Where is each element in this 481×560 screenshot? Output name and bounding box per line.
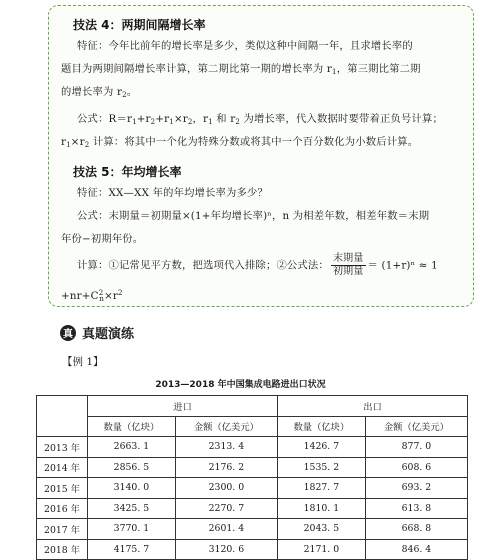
value-cell: 2043. 5	[277, 519, 365, 540]
method4-feature-line1: 特征：今年比前年的增长率是多少，类似这种中间隔一年，且求增长率的	[77, 40, 413, 52]
value-cell: 668. 8	[365, 519, 467, 540]
method4-title: 技法 4：两期间隔增长率	[73, 18, 206, 32]
value-cell: 1426. 7	[277, 437, 365, 458]
value-cell: 2176. 2	[175, 457, 277, 478]
year-cell: 2016 年	[37, 498, 88, 519]
header-export-qty: 数量（亿块）	[277, 416, 365, 437]
year-cell: 2018 年	[37, 539, 88, 560]
table-row	[37, 498, 468, 519]
method4-formula: 公式：$R=r_1+r_2+r_1\times r_2$，$r_1$ 和 $r_2$ 为增长率，代入数据时要带着正负号计算；	[77, 113, 443, 126]
table-row	[37, 539, 468, 560]
value-cell: 3770. 1	[88, 519, 176, 540]
value-cell: 1535. 2	[277, 457, 365, 478]
method4-feature-line2: 题目为两期间隔增长率计算，第二期比第一期的增长率为 $r_1$，第三期比第二期	[61, 63, 421, 76]
method5-calc: 计算：①记常见平方数，把选项代入排除；②公式法： $\frac{\text{末期量}}{\text{初期量}}$ ＝ (1+r)ⁿ ≈ 1	[77, 253, 438, 277]
value-cell: 846. 4	[365, 539, 467, 560]
header-import-amount: 金额（亿美元）	[175, 416, 277, 437]
method5-calc-line2: $+nr+C^2_n\times r^2$	[61, 289, 123, 303]
value-cell: 2856. 5	[88, 457, 176, 478]
table-sub-header-row	[37, 416, 468, 437]
section-title: 真题演练	[82, 327, 135, 342]
value-cell: 613. 8	[365, 498, 467, 519]
value-cell: 608. 6	[365, 457, 467, 478]
value-cell: 1810. 1	[277, 498, 365, 519]
method5-feature: 特征：XX—XX 年的年均增长率为多少？	[77, 187, 269, 199]
value-cell: 3120. 6	[175, 539, 277, 560]
example-label: 【例 1】	[62, 356, 104, 368]
value-cell: 3140. 0	[88, 478, 176, 499]
year-cell: 2017 年	[37, 519, 88, 540]
value-cell: 877. 0	[365, 437, 467, 458]
value-cell: 2601. 4	[175, 519, 277, 540]
value-cell: 2313. 4	[175, 437, 277, 458]
year-cell: 2015 年	[37, 478, 88, 499]
section-header	[60, 323, 134, 342]
value-cell: 1827. 7	[277, 478, 365, 499]
table-corner-cell	[37, 396, 88, 437]
header-export-amount: 金额（亿美元）	[365, 416, 467, 437]
table-group-header-row	[37, 396, 468, 417]
tips-box	[48, 5, 474, 307]
exam-icon: 真	[60, 325, 76, 341]
method5-formula-line1: 公式：末期量＝初期量×(1+年均增长率)ⁿ，n 为相差年数，相差年数＝末期	[77, 210, 430, 222]
value-cell: 2663. 1	[88, 437, 176, 458]
data-table	[36, 395, 468, 560]
value-cell: 3425. 5	[88, 498, 176, 519]
table-row	[37, 519, 468, 540]
value-cell: 2270. 7	[175, 498, 277, 519]
header-import: 进口	[88, 396, 278, 417]
method4-feature-line3: 的增长率为 $r_2$。	[61, 86, 138, 99]
table-row	[37, 478, 468, 499]
fraction: $\frac{\text{末期量}}{\text{初期量}}$	[332, 253, 364, 277]
value-cell: 693. 2	[365, 478, 467, 499]
value-cell: 2300. 0	[175, 478, 277, 499]
header-export: 出口	[277, 396, 467, 417]
table-row	[37, 457, 468, 478]
value-cell: 4175. 7	[88, 539, 176, 560]
table-row	[37, 437, 468, 458]
header-import-qty: 数量（亿块）	[88, 416, 176, 437]
method5-formula-line2: 年份−初期年份。	[61, 233, 144, 245]
table-body	[37, 437, 468, 560]
value-cell: 2171. 0	[277, 539, 365, 560]
table-caption: 2013—2018 年中国集成电路进出口状况	[155, 380, 326, 390]
method4-calc: $r_1\times r_2$ 计算：将其中一个化为特殊分数或将其中一个百分数化为小数后计算。	[61, 136, 419, 149]
year-cell: 2014 年	[37, 457, 88, 478]
year-cell: 2013 年	[37, 437, 88, 458]
method5-title: 技法 5：年均增长率	[73, 165, 182, 179]
